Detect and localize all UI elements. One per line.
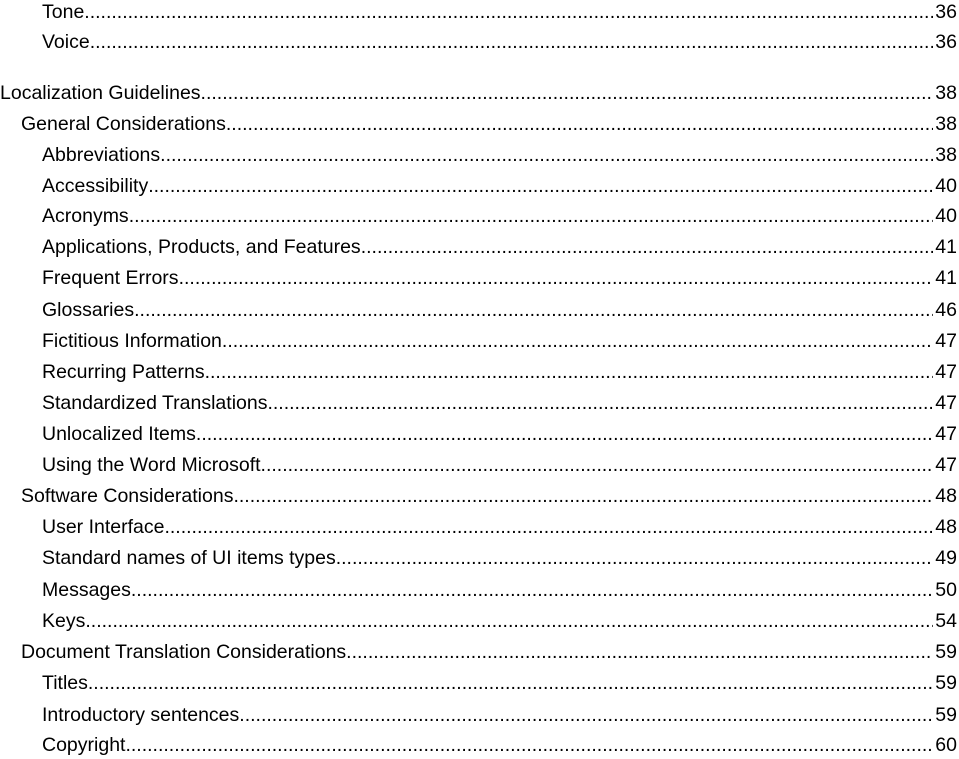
toc-entry-page: 47 bbox=[935, 392, 957, 414]
dot-leader bbox=[196, 422, 933, 446]
dot-leader bbox=[261, 453, 934, 477]
dot-leader bbox=[129, 204, 934, 228]
toc-entry-glossaries[interactable] bbox=[42, 298, 957, 322]
toc-entry-copyright[interactable] bbox=[42, 733, 957, 757]
toc-entry-page: 47 bbox=[935, 454, 957, 476]
toc-entry-page: 47 bbox=[935, 330, 957, 352]
dot-leader bbox=[125, 733, 933, 757]
dot-leader bbox=[148, 174, 933, 198]
toc-entry-document-translation-considerations[interactable] bbox=[21, 640, 957, 664]
dot-leader bbox=[88, 671, 933, 695]
dot-leader bbox=[205, 360, 934, 384]
dot-leader bbox=[179, 266, 934, 290]
toc-entry-label: General Considerations bbox=[21, 113, 226, 135]
toc-entry-page: 47 bbox=[935, 423, 957, 445]
toc-entry-label: Accessibility bbox=[42, 175, 149, 197]
toc-entry-label: Software Considerations bbox=[21, 485, 234, 507]
dot-leader bbox=[346, 640, 933, 664]
dot-leader bbox=[267, 391, 933, 415]
toc-entry-page: 48 bbox=[935, 485, 957, 507]
toc-entry-label: Tone bbox=[42, 1, 85, 23]
toc-entry-page: 40 bbox=[935, 205, 957, 227]
toc-entry-page: 38 bbox=[935, 144, 957, 166]
toc-entry-page: 36 bbox=[935, 31, 957, 53]
dot-leader bbox=[134, 298, 933, 322]
dot-leader bbox=[84, 0, 933, 24]
toc-entry-page: 48 bbox=[935, 516, 957, 538]
toc-entry-label: Frequent Errors bbox=[42, 267, 179, 289]
toc-entry-label: Standardized Translations bbox=[42, 392, 268, 414]
dot-leader bbox=[361, 235, 934, 259]
dot-leader bbox=[160, 143, 933, 167]
toc-entry-label: Unlocalized Items bbox=[42, 423, 196, 445]
toc-entry-standardized-translations[interactable] bbox=[42, 391, 957, 415]
toc-entry-page: 59 bbox=[935, 641, 957, 663]
dot-leader bbox=[164, 515, 933, 539]
toc-entry-applications-products-features[interactable] bbox=[42, 235, 957, 259]
toc-entry-page: 50 bbox=[935, 579, 957, 601]
toc-entry-label: Recurring Patterns bbox=[42, 361, 205, 383]
dot-leader bbox=[85, 609, 933, 633]
toc-entry-software-considerations[interactable] bbox=[21, 484, 957, 508]
toc-entry-label: Titles bbox=[42, 672, 88, 694]
toc-entry-tone[interactable] bbox=[42, 0, 957, 24]
toc-entry-label: Abbreviations bbox=[42, 144, 161, 166]
dot-leader bbox=[226, 112, 933, 136]
toc-entry-standard-names-ui-items[interactable] bbox=[42, 546, 957, 570]
toc-entry-page: 59 bbox=[935, 704, 957, 726]
dot-leader bbox=[90, 30, 934, 54]
toc-entry-label: Applications, Products, and Features bbox=[42, 236, 361, 258]
toc-entry-keys[interactable] bbox=[42, 609, 957, 633]
dot-leader bbox=[131, 578, 933, 602]
toc-entry-recurring-patterns[interactable] bbox=[42, 360, 957, 384]
toc-entry-label: Acronyms bbox=[42, 205, 129, 227]
toc-entry-label: Standard names of UI items types bbox=[42, 547, 336, 569]
dot-leader bbox=[336, 546, 934, 570]
toc-entry-page: 40 bbox=[935, 175, 957, 197]
toc-entry-page: 60 bbox=[935, 734, 957, 756]
toc-entry-label: Messages bbox=[42, 579, 131, 601]
toc-entry-page: 49 bbox=[935, 547, 957, 569]
toc-entry-voice[interactable] bbox=[42, 30, 957, 54]
toc-entry-acronyms[interactable] bbox=[42, 204, 957, 228]
toc-entry-label: Introductory sentences bbox=[42, 704, 240, 726]
toc-entry-user-interface[interactable] bbox=[42, 515, 957, 539]
toc-entry-label: User Interface bbox=[42, 516, 165, 538]
toc-entry-label: Keys bbox=[42, 610, 86, 632]
toc-entry-page: 38 bbox=[935, 82, 957, 104]
toc-entry-label: Localization Guidelines bbox=[0, 82, 201, 104]
toc-entry-label: Document Translation Considerations bbox=[21, 641, 347, 663]
toc-entry-frequent-errors[interactable] bbox=[42, 266, 957, 290]
toc-entry-page: 46 bbox=[935, 299, 957, 321]
toc-entry-titles[interactable] bbox=[42, 671, 957, 695]
dot-leader bbox=[201, 81, 934, 105]
toc-entry-label: Fictitious Information bbox=[42, 330, 222, 352]
toc-entry-localization-guidelines[interactable] bbox=[0, 81, 957, 105]
toc-entry-page: 59 bbox=[935, 672, 957, 694]
dot-leader bbox=[233, 484, 933, 508]
toc-entry-introductory-sentences[interactable] bbox=[42, 703, 957, 727]
toc-entry-label: Using the Word Microsoft bbox=[42, 454, 261, 476]
dot-leader bbox=[222, 329, 933, 353]
toc-entry-abbreviations[interactable] bbox=[42, 143, 957, 167]
toc-entry-general-considerations[interactable] bbox=[21, 112, 957, 136]
toc-entry-label: Glossaries bbox=[42, 299, 135, 321]
toc-entry-page: 36 bbox=[935, 1, 957, 23]
toc-entry-using-word-microsoft[interactable] bbox=[42, 453, 957, 477]
toc-entry-page: 41 bbox=[935, 236, 957, 258]
toc-entry-label: Copyright bbox=[42, 734, 126, 756]
toc-entry-unlocalized-items[interactable] bbox=[42, 422, 957, 446]
toc-entry-page: 54 bbox=[935, 610, 957, 632]
toc-entry-page: 41 bbox=[935, 267, 957, 289]
toc-entry-messages[interactable] bbox=[42, 578, 957, 602]
toc-entry-accessibility[interactable] bbox=[42, 174, 957, 198]
toc-entry-page: 47 bbox=[935, 361, 957, 383]
toc-entry-page: 38 bbox=[935, 113, 957, 135]
toc-entry-fictitious-information[interactable] bbox=[42, 329, 957, 353]
toc-entry-label: Voice bbox=[42, 31, 90, 53]
dot-leader bbox=[239, 703, 933, 727]
